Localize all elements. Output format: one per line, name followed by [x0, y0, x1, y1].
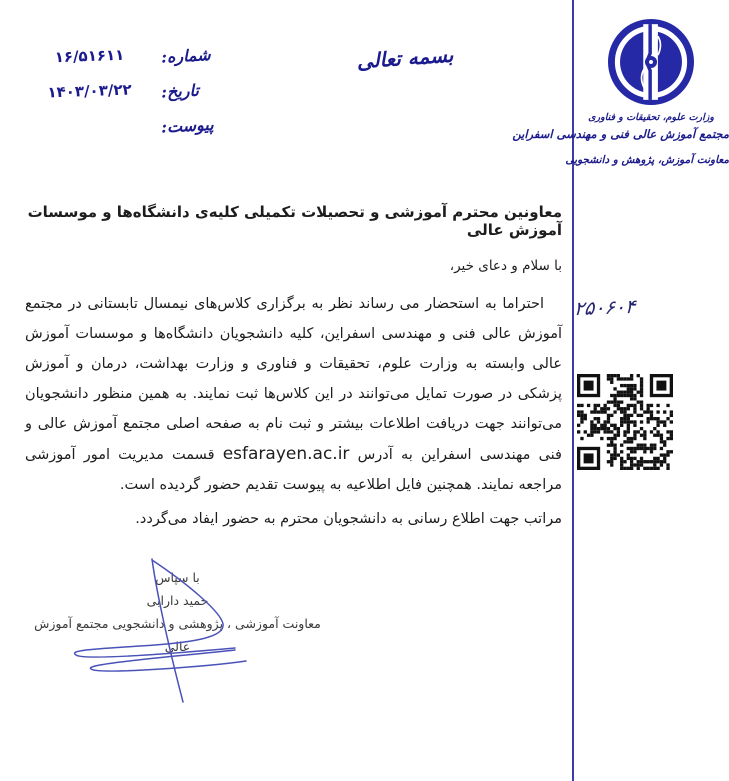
letterhead-deputy: معاونت آموزش، پژوهش و دانشجویی	[565, 154, 729, 166]
letterhead	[512, 0, 729, 166]
salutation-line: با سلام و دعای خیر،	[449, 258, 562, 274]
qr-code	[577, 374, 673, 470]
msrt-logo-icon	[608, 19, 694, 105]
body-paragraph	[25, 289, 562, 500]
attachment-label: پیوست:	[160, 114, 215, 137]
body-text-after-url: قسمت مدیریت امور آموزشی مراجعه نمایند. همچنین فایل اطلاعیه به پیوست تقدیم حضور گردیده است.	[25, 447, 562, 493]
website-address: esfarayen.ac.ir	[222, 444, 350, 464]
letter-body	[25, 203, 562, 527]
signature-name: حمید دارابی	[146, 593, 209, 608]
signature-title: معاونت آموزشی ، پژوهشی و دانشجویی مجتمع آموزش	[34, 616, 321, 631]
body-text-before-url: احتراما به استحضار می رساند نظر به برگزاری کلاس‌های نیمسال تابستانی در مجتمع آموزش عالی فنی و مهندسی اسفراین، کلیه دانشجویان دانشگاه‌ها و موسسات آموزش عالی وابسته به وزارت علوم، تحقیقات و فناوری و وزارت بهداشت، درمان و آموزش پزشکی در صورت تمایل می‌توانند در این کلاس‌ها ثبت نمایند. به همین منظور دانشجویان می‌توانند جهت دریافت اطلاعات بیشتر و ثبت نام به صفحه اصلی مجتمع آموزش عالی و فنی مهندسی اسفراین به آدرس	[25, 296, 562, 463]
attachment-row	[18, 116, 223, 151]
number-label: شماره:	[160, 45, 212, 67]
bismillah-heading: بسمه تعالی	[355, 42, 455, 74]
handwritten-registration-number: ۲۵۰۶۰۴	[573, 295, 636, 321]
date-row	[18, 81, 223, 116]
letterhead-institute: مجتمع آموزش عالی فنی و مهندسی اسفراین	[512, 127, 729, 141]
number-value: ۱۶/۵۱۶۱۱	[54, 45, 125, 67]
letterhead-ministry: وزارت علوم، تحقیقات و فناوری	[588, 112, 714, 123]
date-label: تاریخ:	[160, 80, 200, 102]
header-fields	[18, 46, 223, 151]
closing-line: مراتب جهت اطلاع رسانی به دانشجویان محترم به حضور ایفاد می‌گردد.	[135, 511, 562, 527]
signature-title-cont: عالی	[164, 639, 191, 654]
signature-thanks: با سپاس	[155, 570, 200, 585]
date-value: ۱۴۰۳/۰۳/۲۲	[47, 80, 132, 102]
recipient-line: معاونین محترم آموزشی و تحصیلات تکمیلی کلیه‌ی دانشگاه‌ها و موسسات آموزش عالی	[27, 203, 562, 239]
attachment-value	[18, 129, 161, 134]
signature-block	[30, 566, 325, 658]
number-row	[18, 46, 223, 81]
